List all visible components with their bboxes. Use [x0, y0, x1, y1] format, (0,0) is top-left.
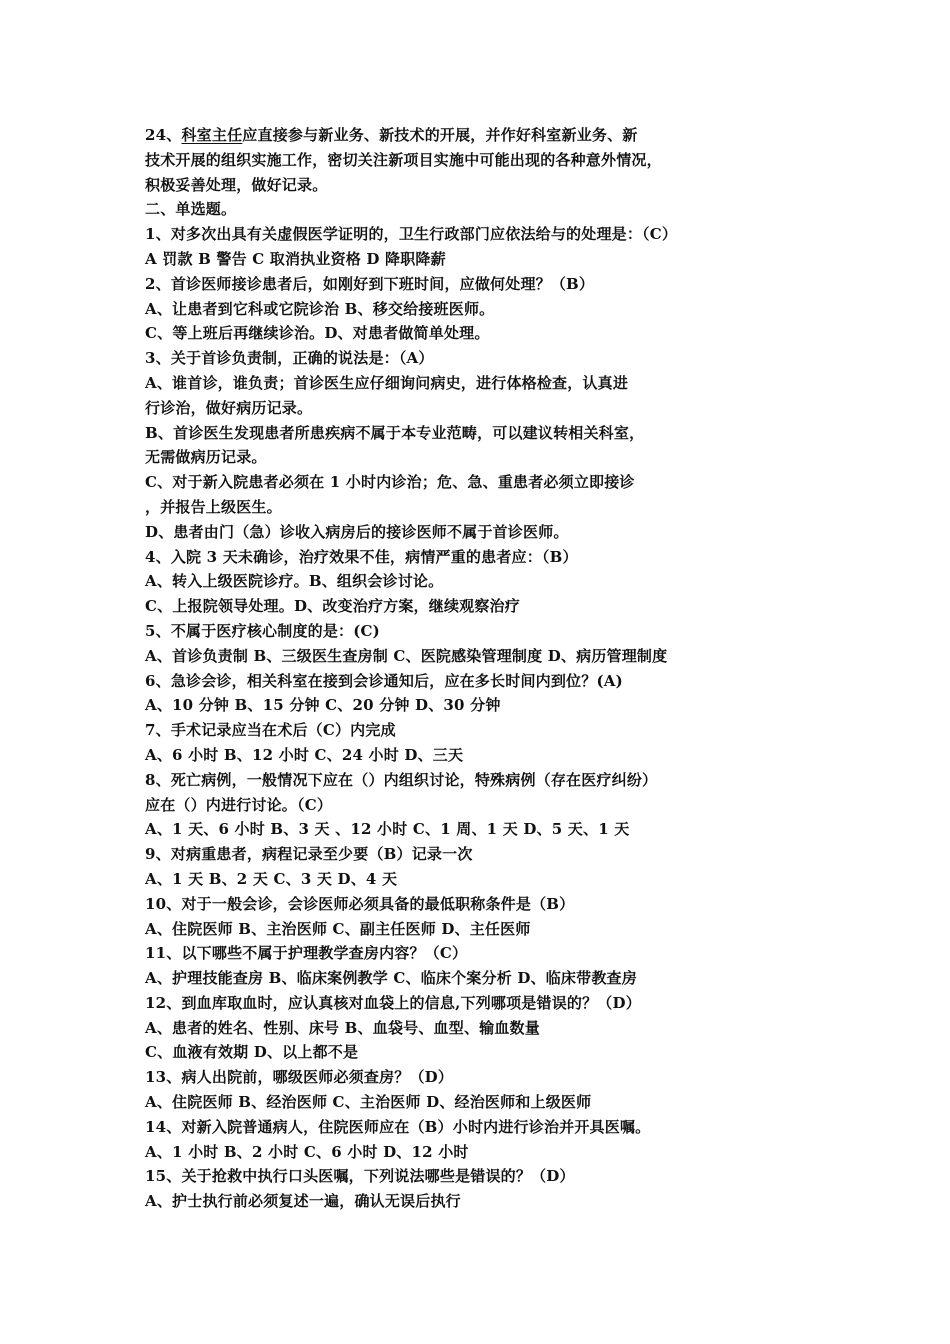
item-number: 24、 — [145, 126, 182, 144]
options-line: C、对于新入院患者必须在 1 小时内诊治；危、急、重患者必须立即接诊 — [145, 473, 635, 492]
section-heading: 二、单选题。 — [145, 200, 237, 219]
question-line: 14、对新入院普通病人，住院医师应在（B）小时内进行诊治并开具医嘱。 — [145, 1117, 651, 1136]
options-line: A、1 天 B、2 天 C、3 天 D、4 天 — [145, 869, 398, 888]
question-line: 8、死亡病例，一般情况下应在（）内组织讨论，特殊病例（存在医疗纠纷） — [145, 770, 658, 789]
options-line: A、10 分钟 B、15 分钟 C、20 分钟 D、30 分钟 — [145, 696, 501, 715]
question-line: 4、入院 3 天未确诊，治疗效果不佳，病情严重的患者应：（B） — [145, 547, 578, 566]
question-line: 2、首诊医师接诊患者后，如刚好到下班时间，应做何处理？（B） — [145, 274, 595, 293]
question-line: 5、不属于医疗核心制度的是：(C) — [145, 621, 380, 640]
options-line: 行诊治，做好病历记录。 — [145, 398, 313, 417]
options-line: D、患者由门（急）诊收入病房后的接诊医师不属于首诊医师。 — [145, 522, 569, 541]
options-line: C、血液有效期 D、以上都不是 — [145, 1043, 359, 1062]
options-line: A、患者的姓名、性别、床号 B、血袋号、血型、输血数量 — [145, 1018, 540, 1037]
options-line: A、护理技能查房 B、临床案例教学 C、临床个案分析 D、临床带教查房 — [145, 969, 637, 988]
question-line: 9、对病重患者，病程记录至少要（B）记录一次 — [145, 845, 473, 864]
options-line: A 罚款 B 警告 C 取消执业资格 D 降职降薪 — [145, 249, 446, 268]
question-line: 15、关于抢救中执行口头医嘱，下列说法哪些是错误的？（D） — [145, 1167, 575, 1186]
options-line: A、护士执行前必须复述一遍，确认无误后执行 — [145, 1192, 461, 1211]
paragraph-line — [145, 123, 785, 148]
options-line: A、1 小时 B、2 小时 C、6 小时 D、12 小时 — [145, 1142, 469, 1161]
options-line: A、住院医师 B、经治医师 C、主治医师 D、经治医师和上级医师 — [145, 1093, 592, 1112]
paragraph-line: 积极妥善处理，做好记录。 — [145, 175, 328, 194]
options-line: A、谁首诊，谁负责；首诊医生应仔细询问病史，进行体格检查，认真进 — [145, 373, 629, 392]
question-line: 6、急诊会诊，相关科室在接到会诊通知后，应在多长时间内到位？(A) — [145, 671, 623, 690]
options-line: ，并报告上级医生。 — [145, 497, 282, 516]
underlined-term: 科室主任 — [181, 126, 243, 144]
question-line: 11、以下哪些不属于护理教学查房内容？（C） — [145, 944, 468, 963]
question-line: 13、病人出院前，哪级医师必须查房？（D） — [145, 1068, 454, 1087]
options-line: 无需做病历记录。 — [145, 448, 267, 467]
paragraph-line: 技术开展的组织实施工作，密切关注新项目实施中可能出现的各种意外情况， — [145, 150, 662, 169]
options-line: B、首诊医生发现患者所患疾病不属于本专业范畴，可以建议转相关科室， — [145, 423, 645, 442]
options-line: C、上报院领导处理。D、改变治疗方案，继续观察治疗 — [145, 597, 520, 616]
question-line: 应在（）内进行讨论。（C） — [145, 795, 333, 814]
options-line: A、1 天、6 小时 B、3 天 、12 小时 C、1 周、1 天 D、5 天、1 天 — [145, 820, 630, 839]
options-line: A、转入上级医院诊疗。B、组织会诊讨论。 — [145, 572, 444, 591]
question-line: 7、手术记录应当在术后（C）内完成 — [145, 721, 396, 740]
options-line: A、6 小时 B、12 小时 C、24 小时 D、三天 — [145, 745, 464, 764]
question-line: 1、对多次出具有关虚假医学证明的，卫生行政部门应依法给与的处理是：（C） — [145, 225, 678, 244]
options-line: A、住院医师 B、主治医师 C、副主任医师 D、主任医师 — [145, 919, 531, 938]
question-line: 10、对于一般会诊，会诊医师必须具备的最低职称条件是（B） — [145, 894, 575, 913]
options-line: C、等上班后再继续诊治。D、对患者做简单处理。 — [145, 324, 490, 343]
line-text: 应直接参与新业务、新技术的开展，并作好科室新业务、新 — [242, 126, 638, 144]
options-line: A、让患者到它科或它院诊治 B、移交给接班医师。 — [145, 299, 495, 318]
question-line: 3、关于首诊负责制，正确的说法是：（A） — [145, 349, 434, 368]
question-line: 12、到血库取血时，应认真核对血袋上的信息,下列哪项是错误的？（D） — [145, 993, 641, 1012]
document-body — [145, 123, 785, 1214]
options-line: A、首诊负责制 B、三级医生查房制 C、医院感染管理制度 D、病历管理制度 — [145, 646, 668, 665]
